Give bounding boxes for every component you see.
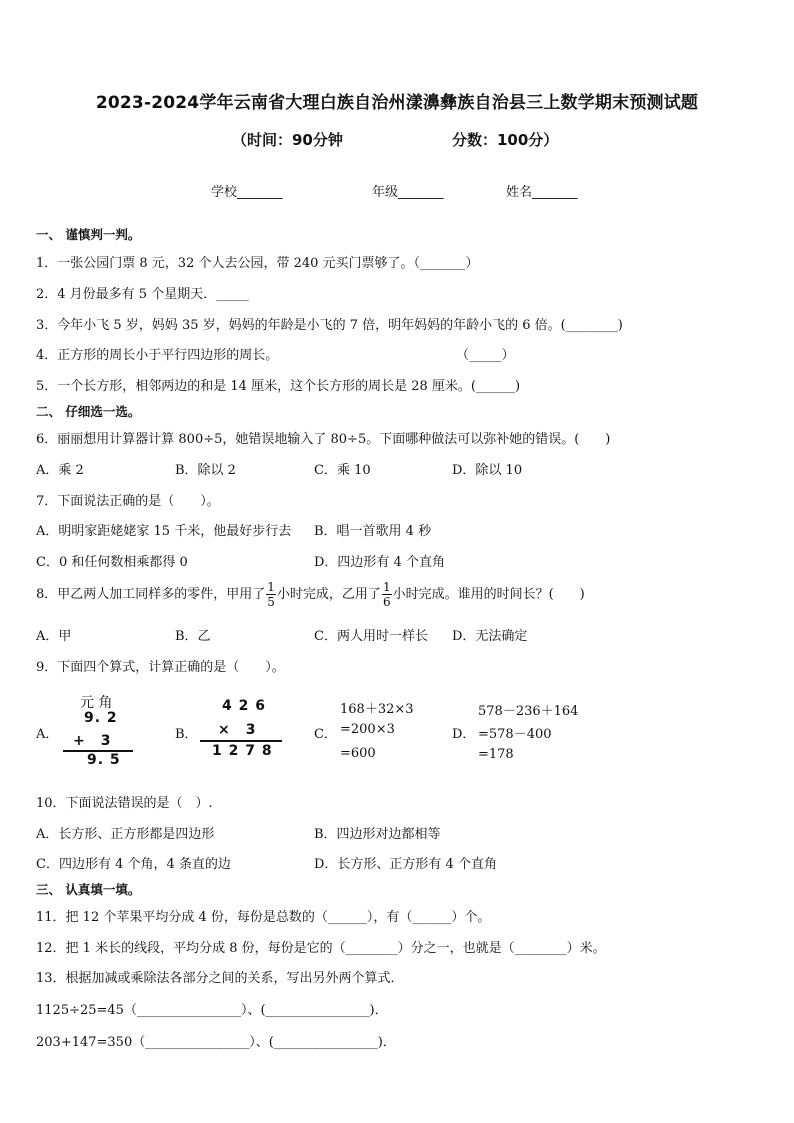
q8-option-d: D．无法确定 xyxy=(452,629,528,644)
question-4-blank: （_____） xyxy=(456,348,515,363)
q6-option-a: A．乘 2 xyxy=(36,463,84,478)
q7-option-a: A．明明家距姥姥家 15 千米，他最好步行去 xyxy=(36,524,292,539)
fraction-denominator: 5 xyxy=(267,595,275,609)
section-heading-judge: 一、 谨慎判一判。 xyxy=(36,227,141,242)
q9-c-line-3: =600 xyxy=(340,746,376,761)
question-12: 12．把 1 米长的线段，平均分成 8 份，每份是它的（________）分之一，也就是（________）米。 xyxy=(36,941,606,956)
q9-c-line-1: 168＋32×3 xyxy=(340,702,414,717)
q6-option-b: B．除以 2 xyxy=(175,463,236,478)
section-heading-fill: 三、 认真填一填。 xyxy=(36,882,141,897)
q8-option-a: A．甲 xyxy=(36,629,72,644)
question-13-line-2: 203+147=350（________________）、(________________)． xyxy=(36,1035,396,1050)
q9-d-line-1: 578－236＋164 xyxy=(478,704,579,719)
question-5: 5．一个长方形，相邻两边的和是 14 厘米，这个长方形的周长是 28 厘米。(______) xyxy=(36,379,521,394)
question-10: 10．下面说法错误的是（ ）. xyxy=(36,796,213,811)
q10-option-a: A．长方形、正方形都是四边形 xyxy=(36,827,215,842)
grade-field: 年级_______ xyxy=(372,185,444,200)
q6-option-c: C．乘 10 xyxy=(314,463,371,478)
q9-option-d-label: D． xyxy=(452,727,476,742)
q8-option-b: B．乙 xyxy=(175,629,211,644)
q9-b-row-2: × 3 xyxy=(218,722,257,738)
q9-a-result: 9. 5 xyxy=(87,752,121,768)
question-8-text-a: 8．甲乙两人加工同样多的零件，甲用了 xyxy=(36,587,266,602)
q7-option-d: D．四边形有 4 个直角 xyxy=(314,555,445,570)
q9-option-b-label: B． xyxy=(175,727,198,742)
q6-option-d: D．除以 10 xyxy=(452,463,523,478)
question-1: 1．一张公园门票 8 元，32 个人去公园，带 240 元买门票够了。（_______） xyxy=(36,256,479,271)
q9-a-row-2: + 3 xyxy=(73,733,112,749)
question-6: 6．丽丽想用计算器计算 800÷5，她错误地输入了 80÷5。下面哪种做法可以弥补她的错误。( ) xyxy=(36,432,611,447)
q9-b-result: 1 2 7 8 xyxy=(212,743,273,759)
q9-c-line-2: =200×3 xyxy=(340,722,395,737)
q7-option-c: C．0 和任何数相乘都得 0 xyxy=(36,555,188,570)
q7-option-b: B．唱一首歌用 4 秒 xyxy=(314,524,432,539)
question-8 xyxy=(36,580,585,609)
school-field: 学校_______ xyxy=(211,185,283,200)
q9-a-unit-header: 元 角 xyxy=(80,695,113,711)
fraction-one-fifth xyxy=(266,580,276,609)
q8-option-c: C．两人用时一样长 xyxy=(314,629,428,644)
question-2: 2．4 月份最多有 5 个星期天．_____ xyxy=(36,287,249,302)
fraction-one-sixth xyxy=(382,580,392,609)
q9-d-line-2: =578－400 xyxy=(478,727,552,742)
exam-score: 分数：100分） xyxy=(452,131,559,149)
q9-a-row-1: 9. 2 xyxy=(84,710,118,726)
question-3: 3．今年小飞 5 岁，妈妈 35 岁，妈妈的年龄是小飞的 7 倍，明年妈妈的年龄小飞的 6 倍。(________) xyxy=(36,318,623,333)
q9-b-row-1: 4 2 6 xyxy=(222,698,266,714)
question-11: 11．把 12 个苹果平均分成 4 份，每份是总数的（______），有（______）个。 xyxy=(36,910,491,925)
question-13-line-1: 1125÷25=45（________________）、(________________)． xyxy=(36,1003,388,1018)
q9-option-c-label: C． xyxy=(314,727,337,742)
fraction-numerator: 1 xyxy=(382,580,391,594)
section-heading-choose: 二、 仔细选一选。 xyxy=(36,404,141,419)
q9-option-a-label: A． xyxy=(36,727,59,742)
question-9: 9．下面四个算式，计算正确的是（ ）。 xyxy=(36,660,285,675)
question-7: 7．下面说法正确的是（ ）。 xyxy=(36,494,220,509)
q9-b-product-line xyxy=(200,740,282,742)
q10-option-b: B．四边形对边都相等 xyxy=(314,827,441,842)
fraction-denominator: 6 xyxy=(382,595,391,609)
page-title: 2023-2024学年云南省大理白族自治州漾濞彝族自治县三上数学期末预测试题 xyxy=(95,93,699,113)
question-13: 13．根据加减或乘除法各部分之间的关系，写出另外两个算式． xyxy=(36,971,404,986)
q10-option-c: C．四边形有 4 个角，4 条直的边 xyxy=(36,857,231,872)
question-8-text-c: 小时完成。谁用的时间长？( ) xyxy=(392,587,585,602)
question-8-text-b: 小时完成，乙用了 xyxy=(276,587,381,602)
fraction-numerator: 1 xyxy=(267,580,275,594)
q9-d-line-3: =178 xyxy=(478,747,514,762)
question-4: 4．正方形的周长小于平行四边形的周长。 xyxy=(36,348,279,363)
exam-time: （时间：90分钟 xyxy=(232,131,343,149)
name-field: 姓名_______ xyxy=(506,185,578,200)
q10-option-d: D．长方形、正方形有 4 个直角 xyxy=(314,857,497,872)
